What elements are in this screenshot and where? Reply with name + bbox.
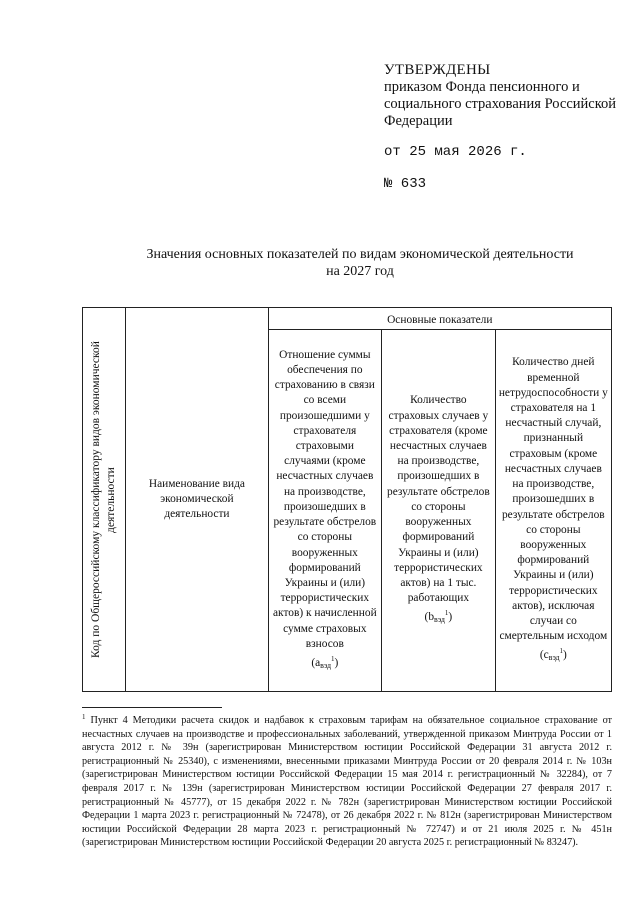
footnote-ref: 1 <box>331 654 335 663</box>
code-header: Код по Общероссийскому классификатору видов экономической деятельности <box>90 341 118 658</box>
group-header: Основные показатели <box>268 308 611 330</box>
footnote-ref: 1 <box>559 647 564 656</box>
col-b-text: Количество страховых случаев у страхователя (кроме несчастных случаев на производстве, произошедших в результате обстрелов со стороны вооруженных формирований Украины и (или) террористических актов) на 1 тыс. работающих <box>387 394 490 605</box>
paren: ) <box>448 611 453 624</box>
col-b-header <box>382 330 496 692</box>
col-b-subscript: вэд <box>434 615 445 625</box>
approval-line: Федерации <box>384 113 453 129</box>
title-line: Значения основных показателей по видам экономической деятельности <box>146 247 574 262</box>
paren: ) <box>334 656 339 669</box>
col-c-header <box>495 330 611 692</box>
paren: ) <box>563 649 567 662</box>
col-a-symbol: (a <box>311 656 321 669</box>
approval-line: приказом Фонда пенсионного и <box>384 79 580 95</box>
name-header: Наименование вида экономической деятельности <box>126 308 268 692</box>
approval-date: от 25 мая 2026 г. <box>384 144 527 160</box>
col-b-symbol: (b <box>424 611 435 624</box>
code-header-cell <box>83 308 126 692</box>
col-c-text: Количество дней временной нетрудоспособности у страхователя на 1 несчастный случай, признанный страховым (кроме несчастных случаев на производстве, произошедших в результате обстрелов со стороны вооруженных формирований Украины и (или) террористических актов), исключая случаи со смертельным исходом <box>498 356 608 643</box>
footnote-mark: 1 <box>82 713 86 721</box>
footnote-text: Пункт 4 Методики расчета скидок и надбавок к страховым тарифам на обязательное социальное страхование от несчастных случаев на производстве и профессиональных заболеваний, утвержденной приказом Минтруда России от 1 августа 2012 г. № 39н (зарегистрирован Министерством юстиции Российской Федерации 31 августа 2012 г. регистрационный № 25340), с изменениями, внесенными приказами Минтруда России от 20 февраля 2014 г. № 103н (зарегистрирован Министерством юстиции Российской Федерации 15 мая 2014 г. регистрационный № 32284), от 7 февраля 2017 г. № 139н (зарегистрирован Министерством юстиции Российской Федерации 27 февраля 2017 г. регистрационный № 45777), от 15 декабря 2022 г. № 782н (зарегистрирован Министерством юстиции Российской Федерации 1 марта 2023 г. регистрационный № 72478), от 26 декабря 2022 г. № 812н (зарегистрирован Министерством юстиции Российской Федерации 28 марта 2023 г. регистрационный № 72747) и от 21 июля 2025 г. № 451н (зарегистрирован Министерством юстиции Российской Федерации 20 августа 2025 г. регистрационный № 83247). <box>82 715 612 849</box>
col-a-header <box>268 330 382 692</box>
indicators-table <box>82 307 612 692</box>
approval-line: социального страхования Российской <box>384 96 617 112</box>
col-c-subscript: вэд <box>548 653 560 663</box>
col-c-symbol: (c <box>539 649 549 662</box>
col-a-subscript: вэд <box>320 660 332 670</box>
document-title <box>80 246 640 280</box>
footnote-ref: 1 <box>444 609 449 618</box>
approval-number: № 633 <box>384 176 427 192</box>
title-line: на 2027 год <box>326 264 394 279</box>
approval-heading: УТВЕРЖДЕНЫ <box>384 62 491 78</box>
footnote-divider <box>82 707 222 708</box>
footnote <box>82 711 612 850</box>
approval-block <box>384 62 616 130</box>
col-a-text: Отношение суммы обеспечения по страхованию в связи со всеми произошедшими у страхователя страховыми случаями (кроме несчастных случаев на производстве, произошедших в результате обстрелов со стороны вооруженных формирований Украины и (или) террористических актов) к начисленной сумме страховых взносов <box>273 348 377 650</box>
